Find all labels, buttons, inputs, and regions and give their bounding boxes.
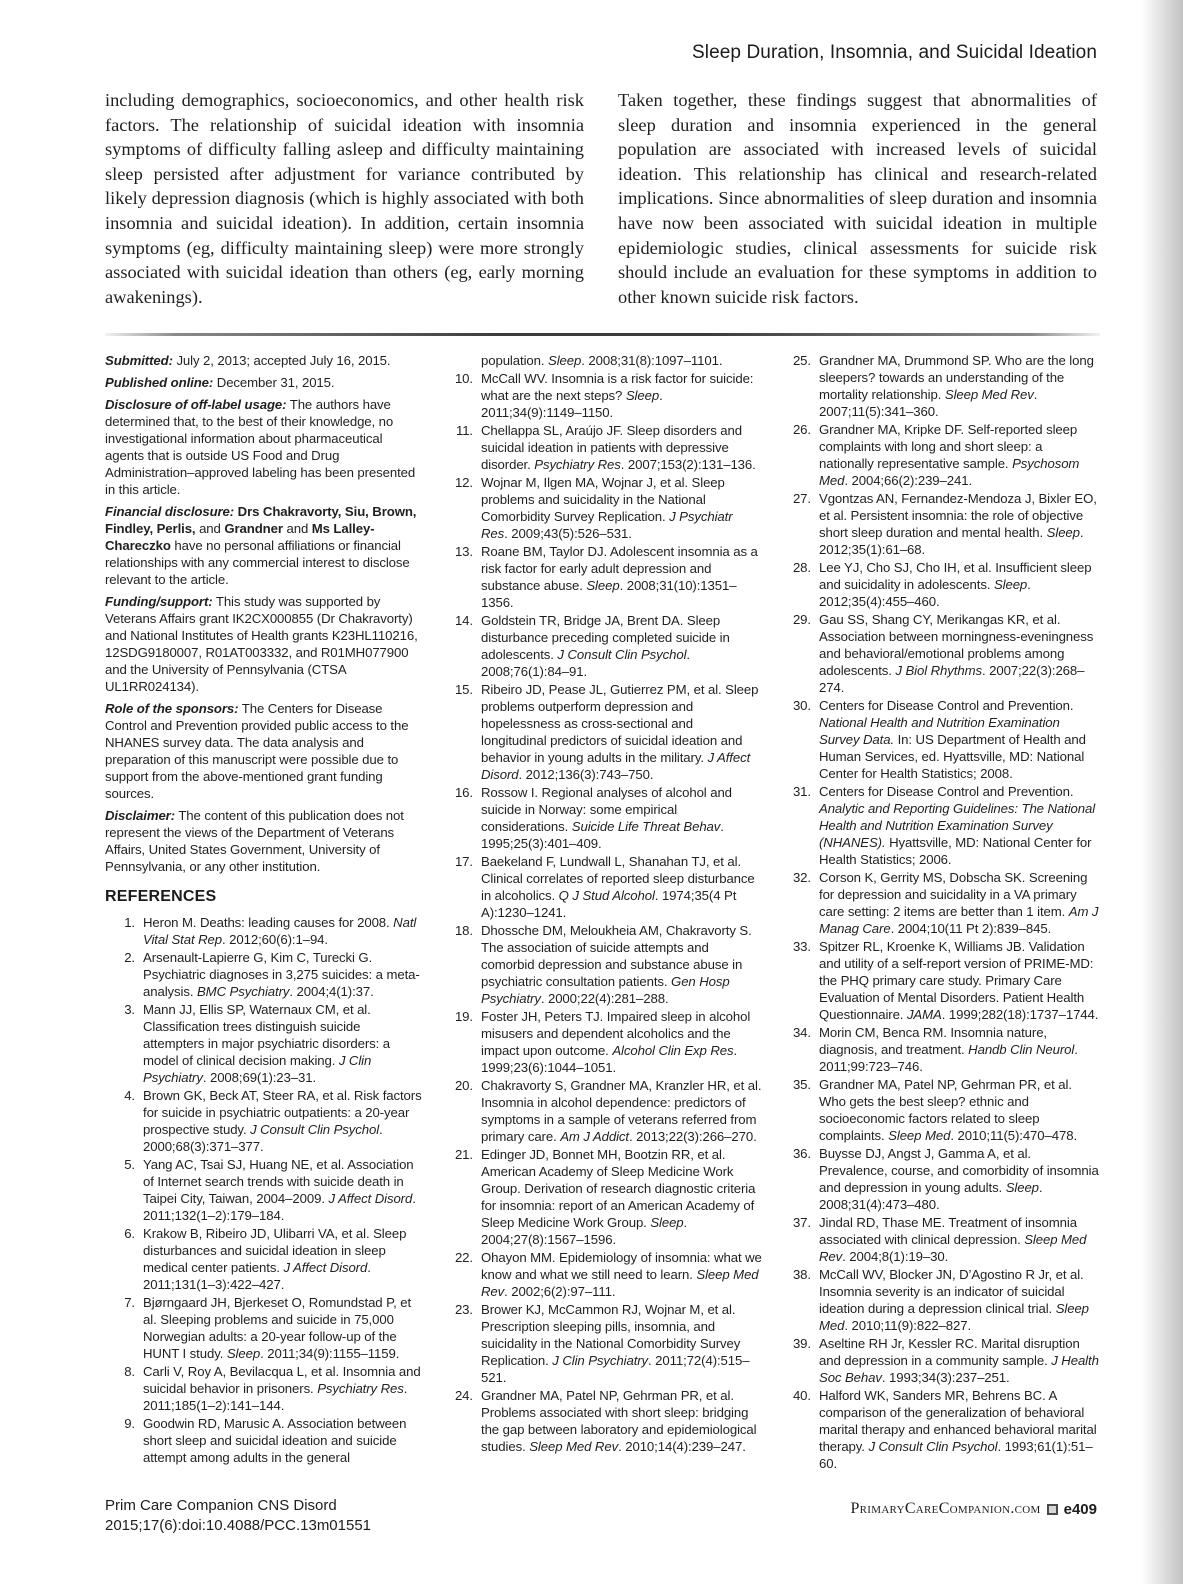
reference-text: Brower KJ, McCammon RJ, Wojnar M, et al. Prescription sleeping pills, insomnia, and suicidality in the National Comorbidity Survey Replication. J Clin Psychiatry. 2011;72(4):515–521. <box>481 1302 750 1385</box>
reference-item <box>443 1146 762 1248</box>
running-head: Sleep Duration, Insomnia, and Suicidal Ideation <box>691 42 1097 63</box>
column-3 <box>781 352 1100 1473</box>
reference-text: Chakravorty S, Grandner MA, Kranzler HR, et al. Insomnia in alcohol dependence: predictors of symptoms in a sample of veterans referred from primary care. Am J Addict. 2013;22(3):266–270. <box>481 1078 762 1144</box>
frontmatter-item: Disclaimer: The content of this publication does not represent the views of the Department of Veterans Affairs, United States Government, University of Pennsylvania, or any other institution. <box>105 808 404 874</box>
reference-item <box>443 1249 762 1300</box>
references-column-2 <box>443 370 762 1455</box>
reference-text: Heron M. Deaths: leading causes for 2008. Natl Vital Stat Rep. 2012;60(6):1–94. <box>143 915 417 947</box>
reference-number: 20. <box>454 1078 473 1093</box>
references-column-3 <box>781 352 1100 1472</box>
footer-site-name: PrimaryCareCompanion.com <box>850 1500 1041 1517</box>
reference-number: 8. <box>124 1364 135 1379</box>
reference-item <box>781 559 1100 610</box>
reference-item <box>443 474 762 542</box>
reference-text: Morin CM, Benca RM. Insomnia nature, diagnosis, and treatment. Handb Clin Neurol. 2011;99:723–746. <box>819 1025 1078 1074</box>
reference-item <box>443 370 762 421</box>
footer-site-block <box>850 1500 1097 1518</box>
reference-item <box>443 1008 762 1076</box>
footer-page-number: e409 <box>1063 1500 1097 1518</box>
reference-number: 34. <box>792 1025 811 1040</box>
reference-text: Halford WK, Sanders MR, Behrens BC. A comparison of the generalization of behavioral marital therapy and enhanced behavioral marital therapy. J Consult Clin Psychol. 1993;61(1):51–60. <box>819 1388 1097 1471</box>
reference-text: Dhossche DM, Meloukheia AM, Chakravorty S. The association of suicide attempts and comorbid depression and substance abuse in psychiatric consultation patients. Gen Hosp Psychiatry. 2000;22(4):281–288. <box>481 923 752 1006</box>
footer-doi: 2015;17(6):doi:10.4088/PCC.13m01551 <box>105 1517 372 1534</box>
reference-text: McCall WV. Insomnia is a risk factor for suicide: what are the next steps? Sleep. 2011;34(9):1149–1150. <box>481 371 754 420</box>
reference-number: 30. <box>792 698 811 713</box>
references-column-1 <box>105 914 424 1466</box>
reference-item-continuation: population. Sleep. 2008;31(8):1097–1101. <box>481 353 723 368</box>
footer-journal-name: Prim Care Companion CNS Disord <box>105 1497 337 1514</box>
discussion-left-column: including demographics, socioeconomics, and other health risk factors. The relationship of suicidal ideation with insomnia symptoms of difficulty falling asleep and difficulty maintaining sleep persisted after adjustment for variance contributed by likely depression diagnosis (which is highly associated with both insomnia and suicidal ideation). In addition, certain insomnia symptoms (eg, difficulty maintaining sleep) were more strongly associated with suicidal ideation than others (eg, early morning awakenings). <box>105 90 584 307</box>
reference-item <box>443 784 762 852</box>
reference-text: Krakow B, Ribeiro JD, Ulibarri VA, et al. Sleep disturbances and suicidal ideation in sleep medical center patients. J Affect Disord. 2011;131(1–3):422–427. <box>143 1226 407 1292</box>
reference-text: Lee YJ, Cho SJ, Cho IH, et al. Insufficient sleep and suicidality in adolescents. Sleep. 2012;35(4):455–460. <box>819 560 1092 609</box>
reference-item <box>781 1024 1100 1075</box>
reference-number: 7. <box>124 1295 135 1310</box>
reference-item <box>781 352 1100 420</box>
reference-item <box>105 1156 424 1224</box>
reference-text: Edinger JD, Bonnet MH, Bootzin RR, et al. American Academy of Sleep Medicine Work Group. Derivation of research diagnostic criteria for insomnia: report of an American Academy of Sleep Medicine Work Group. Sleep. 2004;27(8):1567–1596. <box>481 1147 756 1247</box>
reference-number: 17. <box>454 854 473 869</box>
reference-item <box>443 922 762 1007</box>
reference-number: 40. <box>792 1388 811 1403</box>
reference-text: Chellappa SL, Araújo JF. Sleep disorders and suicidal ideation in patients with depressive disorder. Psychiatry Res. 2007;153(2):131–136. <box>481 423 756 472</box>
reference-text: Arsenault-Lapierre G, Kim C, Turecki G. Psychiatric diagnoses in 3,275 suicides: a meta-analysis. BMC Psychiatry. 2004;4(1):37. <box>143 950 420 999</box>
reference-text: Roane BM, Taylor DJ. Adolescent insomnia as a risk factor for early adult depression and substance abuse. Sleep. 2008;31(10):1351–1356. <box>481 544 758 610</box>
reference-number: 22. <box>454 1250 473 1265</box>
reference-number: 21. <box>454 1147 473 1162</box>
reference-item <box>781 1076 1100 1144</box>
reference-number: 2. <box>124 950 135 965</box>
reference-item <box>105 949 424 1000</box>
frontmatter-item: Disclosure of off-label usage: The authors have determined that, to the best of their knowledge, no investigational information about pharmaceutical agents that is outside US Food and Drug Administration–approved labeling has been presented in this article. <box>105 397 416 497</box>
reference-item <box>443 1077 762 1145</box>
reference-item <box>781 611 1100 696</box>
frontmatter-label: Submitted: <box>105 353 173 368</box>
reference-text: Wojnar M, Ilgen MA, Wojnar J, et al. Sleep problems and suicidality in the National Comorbidity Survey Replication. J Psychiatr Res. 2009;43(5):526–531. <box>481 475 733 541</box>
reference-text: Grandner MA, Patel NP, Gehrman PR, et al. Problems associated with short sleep: bridging the gap between laboratory and epidemiological studies. Sleep Med Rev. 2010;14(4):239–247. <box>481 1388 757 1454</box>
section-divider <box>105 333 1100 336</box>
reference-number: 14. <box>454 613 473 628</box>
reference-text: Grandner MA, Patel NP, Gehrman PR, et al. Who gets the best sleep? ethnic and socioeconomic factors related to sleep complaints. Sleep Med. 2010;11(5):470–478. <box>819 1077 1078 1143</box>
frontmatter-item: Submitted: July 2, 2013; accepted July 16, 2015. <box>105 353 391 368</box>
reference-number: 9. <box>124 1416 135 1431</box>
reference-text: Spitzer RL, Kroenke K, Williams JB. Validation and utility of a self-report version of PRIME-MD: the PHQ primary care study. Primary Care Evaluation of Mental Disorders. Patient Health Questionnaire. JAMA. 1999;282(18):1737–1744. <box>819 939 1099 1022</box>
reference-item <box>105 914 424 948</box>
frontmatter-label: Published online: <box>105 375 214 390</box>
reference-number: 24. <box>454 1388 473 1403</box>
reference-text: Gau SS, Shang CY, Merikangas KR, et al. Association between morningness-eveningness and behavioral/emotional problems among adolescents. J Biol Rhythms. 2007;22(3):268–274. <box>819 612 1094 695</box>
reference-text: Centers for Disease Control and Prevention. Analytic and Reporting Guidelines: The National Health and Nutrition Examination Survey (NHANES). Hyattsville, MD: National Center for Health Statistics; 2006. <box>819 784 1096 867</box>
discussion-right-column: Taken together, these findings suggest that abnormalities of sleep duration and insomnia experienced in the general population are associated with increased levels of suicidal ideation. This relationship has clinical and research-related implications. Since abnormalities of sleep duration and insomnia have now been associated with suicidal ideation in multiple epidemiologic studies, clinical assessments for suicide risk should include an evaluation for these symptoms in addition to other known suicide risk factors. <box>618 90 1097 307</box>
page-edge-shadow <box>1141 0 1183 1584</box>
reference-number: 18. <box>454 923 473 938</box>
reference-text: McCall WV, Blocker JN, D’Agostino R Jr, et al. Insomnia severity is an indicator of suicidal ideation during a depression clinical trial. Sleep Med. 2010;11(9):822–827. <box>819 1267 1089 1333</box>
frontmatter-item: Published online: December 31, 2015. <box>105 375 335 390</box>
reference-text: Foster JH, Peters TJ. Impaired sleep in alcohol misusers and dependent alcoholics and the impact upon outcome. Alcohol Clin Exp Res. 1999;23(6):1044–1051. <box>481 1009 751 1075</box>
reference-item <box>443 543 762 611</box>
reference-text: Centers for Disease Control and Prevention. National Health and Nutrition Examination Survey Data. In: US Department of Health and Human Services, ed. Hyattsville, MD: National Center for Health Statistics; 2008. <box>819 698 1086 781</box>
reference-item <box>781 783 1100 868</box>
footer-journal-citation <box>105 1496 371 1536</box>
reference-item <box>781 869 1100 937</box>
discussion-text <box>105 88 1097 309</box>
reference-text: Ribeiro JD, Pease JL, Gutierrez PM, et al. Sleep problems outperform depression and hopelessness as cross-sectional and longitudinal predictors of suicidal ideation and behavior in young adults in the military. J Affect Disord. 2012;136(3):743–750. <box>481 682 759 782</box>
reference-item <box>781 1266 1100 1334</box>
reference-item <box>781 490 1100 558</box>
reference-number: 26. <box>792 422 811 437</box>
reference-number: 3. <box>124 1002 135 1017</box>
reference-text: Goodwin RD, Marusic A. Association between short sleep and suicidal ideation and suicide attempt among adults in the general <box>143 1416 407 1465</box>
reference-item <box>105 1294 424 1362</box>
frontmatter-label: Disclaimer: <box>105 808 176 823</box>
reference-number: 25. <box>792 353 811 368</box>
reference-text: Grandner MA, Drummond SP. Who are the long sleepers? towards an understanding of the mortality relationship. Sleep Med Rev. 2007;11(5):341–360. <box>819 353 1094 419</box>
reference-text: Rossow I. Regional analyses of alcohol and suicide in Norway: some empirical considerations. Suicide Life Threat Behav. 1995;25(3):401–409. <box>481 785 732 851</box>
column-1 <box>105 352 424 1473</box>
reference-number: 13. <box>454 544 473 559</box>
frontmatter-list <box>105 352 424 875</box>
reference-number: 32. <box>792 870 811 885</box>
reference-text: Corson K, Gerrity MS, Dobscha SK. Screening for depression and suicidality in a VA primary care setting: 2 items are better than 1 item. Am J Manag Care. 2004;10(11 Pt 2):839–845. <box>819 870 1099 936</box>
reference-number: 38. <box>792 1267 811 1282</box>
frontmatter-label: Funding/support: <box>105 594 213 609</box>
frontmatter-item: Financial disclosure: Drs Chakravorty, Siu, Brown, Findley, Perlis, and Grandner and Ms Lalley-Chareczko have no personal affiliations or financial relationships with any commercial interest to disclose relevant to the article. <box>105 504 417 587</box>
reference-text: Vgontzas AN, Fernandez-Mendoza J, Bixler EO, et al. Persistent insomnia: the role of objective short sleep duration and mental health. Sleep. 2012;35(1):61–68. <box>819 491 1097 557</box>
reference-number: 15. <box>454 682 473 697</box>
reference-text: Jindal RD, Thase ME. Treatment of insomnia associated with clinical depression. Sleep Med Rev. 2004;8(1):19–30. <box>819 1215 1087 1264</box>
reference-number: 37. <box>792 1215 811 1230</box>
reference-number: 27. <box>792 491 811 506</box>
reference-item <box>781 1335 1100 1386</box>
reference-item <box>781 421 1100 489</box>
reference-item <box>105 1087 424 1155</box>
reference-item <box>443 1387 762 1455</box>
reference-number: 31. <box>792 784 811 799</box>
reference-item <box>105 1415 424 1466</box>
reference-number: 39. <box>792 1336 811 1351</box>
reference-item <box>781 1214 1100 1265</box>
reference-text: Carli V, Roy A, Bevilacqua L, et al. Insomnia and suicidal behavior in prisoners. Psychiatry Res. 2011;185(1–2):141–144. <box>143 1364 421 1413</box>
reference-text: Aseltine RH Jr, Kessler RC. Marital disruption and depression in a community sample. J Health Soc Behav. 1993;34(3):237–251. <box>819 1336 1099 1385</box>
reference-text: Baekeland F, Lundwall L, Shanahan TJ, et al. Clinical correlates of reported sleep disturbance in alcoholics. Q J Stud Alcohol. 1974;35(4 Pt A):1230–1241. <box>481 854 755 920</box>
frontmatter-label: Disclosure of off-label usage: <box>105 397 287 412</box>
reference-text: Goldstein TR, Bridge JA, Brent DA. Sleep disturbance preceding completed suicide in adolescents. J Consult Clin Psychol. 2008;76(1):84–91. <box>481 613 730 679</box>
frontmatter-item: Funding/support: This study was supported by Veterans Affairs grant IK2CX000855 (Dr Chakravorty) and National Institutes of Health grants K23HL110216, 12SDG9180007, R01AT003332, and R01MH077900 and the University of Pennsylvania (CTSA UL1RR024134). <box>105 594 418 694</box>
reference-item <box>105 1225 424 1293</box>
reference-text: Grandner MA, Kripke DF. Self-reported sleep complaints with long and short sleep: a nationally representative sample. Psychosom Med. 2004;66(2):239–241. <box>819 422 1080 488</box>
reference-text: Brown GK, Beck AT, Steer RA, et al. Risk factors for suicide in psychiatric outpatients: a 20-year prospective study. J Consult Clin Psychol. 2000;68(3):371–377. <box>143 1088 422 1154</box>
reference-text: Bjørngaard JH, Bjerkeset O, Romundstad P, et al. Sleeping problems and suicide in 75,000 Norwegian adults: a 20-year follow-up of the HUNT I study. Sleep. 2011;34(9):1155–1159. <box>143 1295 412 1361</box>
reference-item <box>443 422 762 473</box>
reference-text: Buysse DJ, Angst J, Gamma A, et al. Prevalence, course, and comorbidity of insomnia and depression in young adults. Sleep. 2008;31(4):473–480. <box>819 1146 1099 1212</box>
reference-item <box>781 1387 1100 1472</box>
reference-item <box>781 697 1100 782</box>
reference-item <box>443 1301 762 1386</box>
reference-text: Ohayon MM. Epidemiology of insomnia: what we know and what we still need to learn. Sleep Med Rev. 2002;6(2):97–111. <box>481 1250 762 1299</box>
reference-item <box>105 1001 424 1086</box>
reference-number: 6. <box>124 1226 135 1241</box>
reference-number: 28. <box>792 560 811 575</box>
reference-number: 5. <box>124 1157 135 1172</box>
reference-number: 35. <box>792 1077 811 1092</box>
journal-logo-icon <box>1047 1504 1058 1515</box>
reference-number: 12. <box>454 475 473 490</box>
frontmatter-label: Role of the sponsors: <box>105 701 239 716</box>
column-2 <box>443 352 762 1473</box>
frontmatter-item: Role of the sponsors: The Centers for Disease Control and Prevention provided public access to the NHANES survey data. The data analysis and preparation of this manuscript were possible due to support from the above-mentioned grant funding sources. <box>105 701 409 801</box>
reference-item <box>781 1145 1100 1213</box>
reference-text: Yang AC, Tsai SJ, Huang NE, et al. Association of Internet search trends with suicide death in Taipei City, Taiwan, 2004–2009. J Affect Disord. 2011;132(1–2):179–184. <box>143 1157 416 1223</box>
reference-number: 23. <box>454 1302 473 1317</box>
backmatter-columns <box>105 352 1100 1473</box>
reference-item <box>443 681 762 783</box>
reference-number: 16. <box>454 785 473 800</box>
references-heading: REFERENCES <box>105 888 217 905</box>
reference-item <box>443 612 762 680</box>
reference-item <box>443 853 762 921</box>
reference-number: 10. <box>454 371 473 386</box>
reference-number: 36. <box>792 1146 811 1161</box>
reference-text: Mann JJ, Ellis SP, Waternaux CM, et al. Classification trees distinguish suicide attempters in major psychiatric disorders: a model of clinical decision making. J Clin Psychiatry. 2008;69(1):23–31. <box>143 1002 390 1085</box>
reference-number: 29. <box>792 612 811 627</box>
reference-number: 33. <box>792 939 811 954</box>
reference-item <box>105 1363 424 1414</box>
reference-item <box>781 938 1100 1023</box>
reference-number: 11. <box>455 423 473 438</box>
reference-number: 19. <box>454 1009 473 1024</box>
reference-number: 1. <box>124 915 135 930</box>
frontmatter-label: Financial disclosure: <box>105 504 235 519</box>
reference-number: 4. <box>124 1088 135 1103</box>
